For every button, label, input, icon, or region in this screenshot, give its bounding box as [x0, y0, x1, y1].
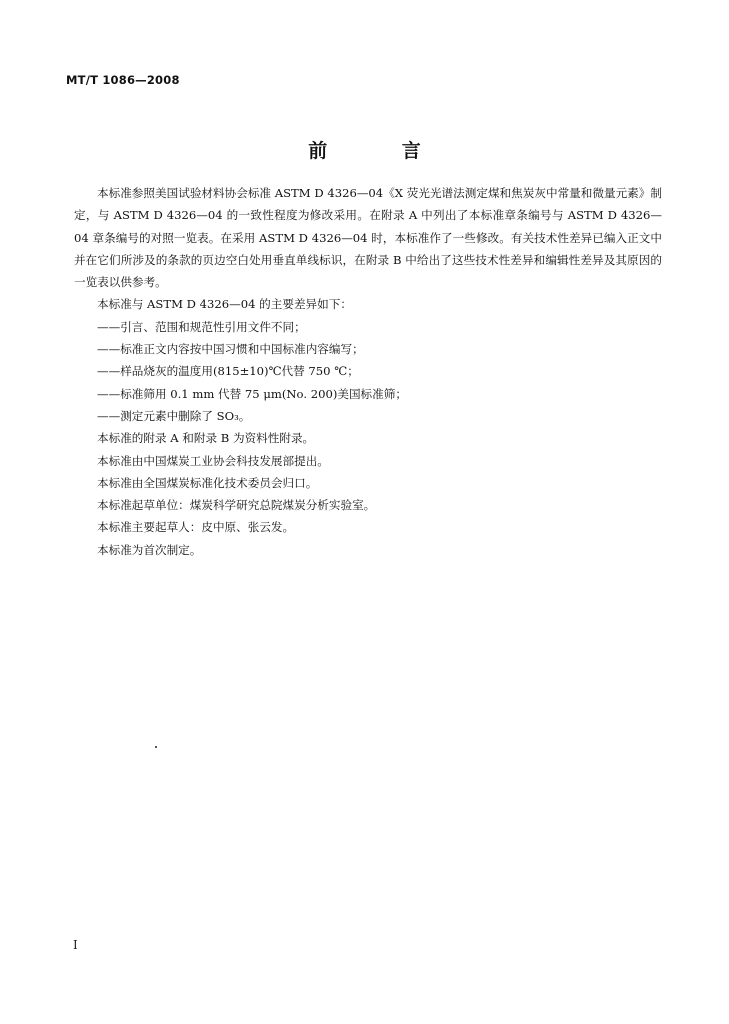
- differences-intro: 本标准与 ASTM D 4326—04 的主要差异如下：: [97, 297, 352, 312]
- appendix-note: 本标准的附录 A 和附录 B 为资料性附录。: [97, 431, 315, 446]
- drafting-unit-note: 本标准起草单位：煤炭科学研究总院煤炭分析实验室。: [97, 498, 376, 513]
- jurisdiction-note: 本标准由全国煤炭标准化技术委员会归口。: [97, 475, 318, 490]
- proposer-note: 本标准由中国煤炭工业协会科技发展部提出。: [97, 453, 329, 468]
- page-number: I: [73, 938, 78, 952]
- foreword-body: [74, 182, 662, 561]
- scan-speck: [155, 746, 157, 748]
- drafters-note: 本标准主要起草人：皮中原、张云发。: [97, 520, 295, 535]
- first-edition-note: 本标准为首次制定。: [97, 542, 202, 557]
- difference-item: ——样品烧灰的温度用(815±10)℃代替 750 ℃；: [97, 364, 359, 379]
- standard-code: MT/T 1086—2008: [66, 73, 180, 87]
- difference-item: ——测定元素中删除了 SO₃。: [97, 408, 251, 423]
- page-title: 前 言: [308, 140, 455, 162]
- difference-item: ——引言、范围和规范性引用文件不同；: [97, 319, 306, 334]
- intro-paragraph: 本标准参照美国试验材料协会标准 ASTM D 4326—04《X 荧光光谱法测定煤和焦炭灰中常量和微量元素》制定，与 ASTM D 4326—04 的一致性程度为修改采用。在附录 A 中列出了本标准章条编号与 ASTM D 4326—04 章条编号的对照一览表。在采用 ASTM D 4326—04 时，本标准作了一些修改。有关技术性差异已编入正文中并在它们所涉及的条款的页边空白处用垂直单线标识，在附录 B 中给出了这些技术性差异和编辑性差异及其原因的一览表以供参考。: [74, 186, 662, 290]
- difference-item: ——标准正文内容按中国习惯和中国标准内容编写；: [97, 342, 364, 357]
- difference-item: ——标准筛用 0.1 mm 代替 75 μm(No. 200)美国标准筛；: [97, 386, 407, 401]
